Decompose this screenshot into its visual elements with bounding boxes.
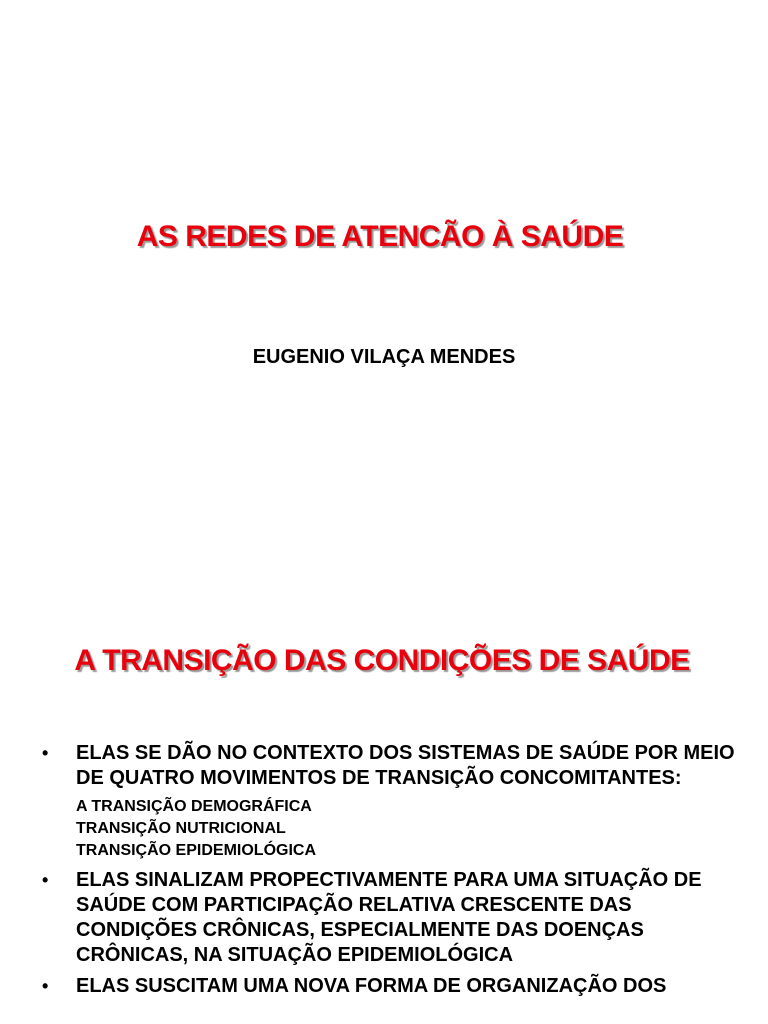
bullet-text: ELAS SE DÃO NO CONTEXTO DOS SISTEMAS DE SAÚDE POR MEIO DE QUATRO MOVIMENTOS DE TRANSIÇÃO CONCOMITANTES: [76, 742, 735, 789]
bullet-text: ELAS SUSCITAM UMA NOVA FORMA DE ORGANIZAÇÃO DOS [76, 975, 667, 997]
bullet-marker: • [42, 743, 49, 763]
sub-item-epidemiologica: TRANSIÇÃO EPIDEMIOLÓGICA [76, 842, 317, 859]
slide-1-title: AS REDES DE ATENCÃO À SAÚDE [136, 220, 624, 253]
sub-item-demografica: A TRANSIÇÃO DEMOGRÁFICA [76, 798, 312, 815]
sub-list [76, 796, 740, 862]
bullet-item-3 [40, 974, 740, 999]
bullet-item-2 [40, 868, 740, 968]
bullet-marker: • [42, 870, 49, 890]
bullet-marker: • [42, 976, 49, 996]
bullet-text: ELAS SINALIZAM PROPECTIVAMENTE PARA UMA SITUAÇÃO DE SAÚDE COM PARTICIPAÇÃO RELATIVA CRESCENTE DAS CONDIÇÕES CRÔNICAS, ESPECIALMENTE DAS DOENÇAS CRÔNICAS, NA SITUAÇÃO EPIDEMIOLÓGICA [76, 869, 702, 966]
slide-2-title: A TRANSIÇÃO DAS CONDIÇÕES DE SAÚDE [74, 644, 690, 677]
sub-item-nutricional: TRANSIÇÃO NUTRICIONAL [76, 820, 286, 837]
author-name: EUGENIO VILAÇA MENDES [252, 346, 516, 368]
bullet-item-1 [40, 741, 740, 862]
bullet-list [40, 741, 740, 999]
